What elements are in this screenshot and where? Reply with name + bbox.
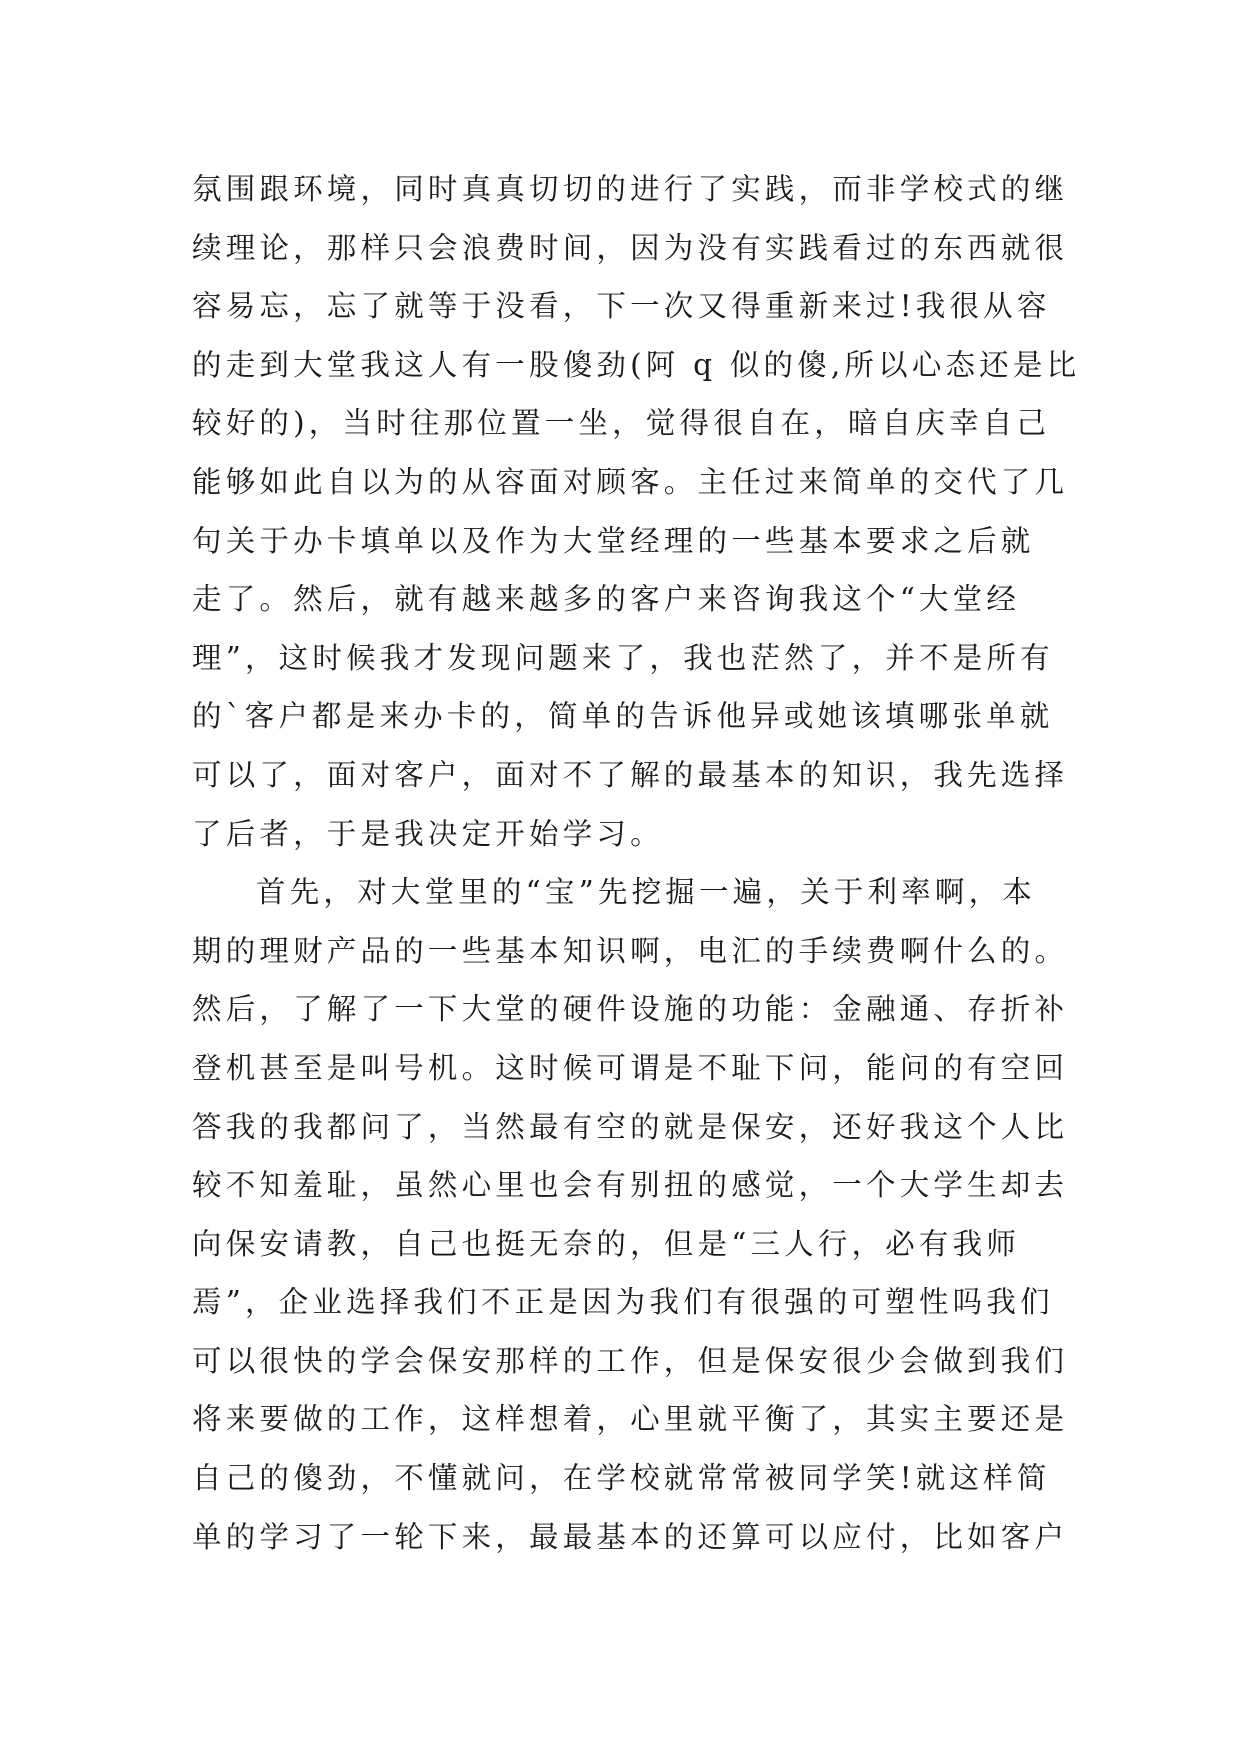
text-line: 句关于办卡填单以及作为大堂经理的一些基本要求之后就 — [192, 523, 1035, 558]
text-line: 走了。然后，就有越来越多的客户来咨询我这个“大堂经 — [192, 582, 1021, 617]
text-line: 然后，了解了一下大堂的硬件设施的功能：金融通、存折补 — [192, 992, 1069, 1027]
text-line: 期的理财产品的一些基本知识啊，电汇的手续费啊什么的。 — [192, 933, 1069, 968]
text-line: 的`客户都是来办卡的，简单的告诉他异或她该填哪张单就 — [192, 699, 1054, 734]
text-line: 续理论，那样只会浪费时间，因为没有实践看过的东西就很 — [192, 230, 1069, 265]
text-line: 单的学习了一轮下来，最最基本的还算可以应付，比如客户 — [192, 1519, 1069, 1554]
text-line: 可以很快的学会保安那样的工作，但是保安很少会做到我们 — [192, 1343, 1069, 1378]
text-line: 登机甚至是叫号机。这时候可谓是不耻下问，能问的有空回 — [192, 1050, 1069, 1085]
text-line: 较不知羞耻，虽然心里也会有别扭的感觉，一个大学生却去 — [192, 1168, 1069, 1203]
paragraph-1 — [192, 160, 1081, 863]
text-line: 较好的)，当时往那位置一坐，觉得很自在，暗自庆幸自己 — [192, 406, 1051, 441]
text-line: 理”，这时候我才发现问题来了，我也茫然了，并不是所有 — [192, 640, 1054, 675]
text-line: 氛围跟环境，同时真真切切的进行了实践，而非学校式的继 — [192, 172, 1069, 206]
text-line: 能够如此自以为的从容面对顾客。主任过来简单的交代了几 — [192, 464, 1069, 499]
paragraph-2 — [192, 863, 1072, 1566]
text-line: 向保安请教，自己也挺无奈的，但是“三人行，必有我师 — [192, 1226, 1021, 1261]
text-line: 了后者，于是我决定开始学习。 — [192, 816, 664, 851]
text-line: 可以了，面对客户，面对不了解的最基本的知识，我先选择 — [192, 757, 1069, 792]
text-line: 将来要做的工作，这样想着，心里就平衡了，其实主要还是 — [192, 1402, 1069, 1437]
text-line: 的走到大堂我这人有一股傻劲(阿 q 似的傻,所以心态还是比 — [192, 347, 1081, 382]
body-text — [192, 160, 1081, 1566]
text-line: 自己的傻劲，不懂就问，在学校就常常被同学笑!就这样简 — [192, 1461, 1051, 1496]
text-line-indented: 首先，对大堂里的“宝”先挖掘一遍，关于利率啊，本 — [256, 875, 1036, 910]
text-line: 容易忘，忘了就等于没看，下一次又得重新来过!我很从容 — [192, 289, 1051, 324]
text-line: 焉”，企业选择我们不正是因为我们有很强的可塑性吗我们 — [192, 1285, 1054, 1320]
text-line: 答我的我都问了，当然最有空的就是保安，还好我这个人比 — [192, 1109, 1069, 1144]
